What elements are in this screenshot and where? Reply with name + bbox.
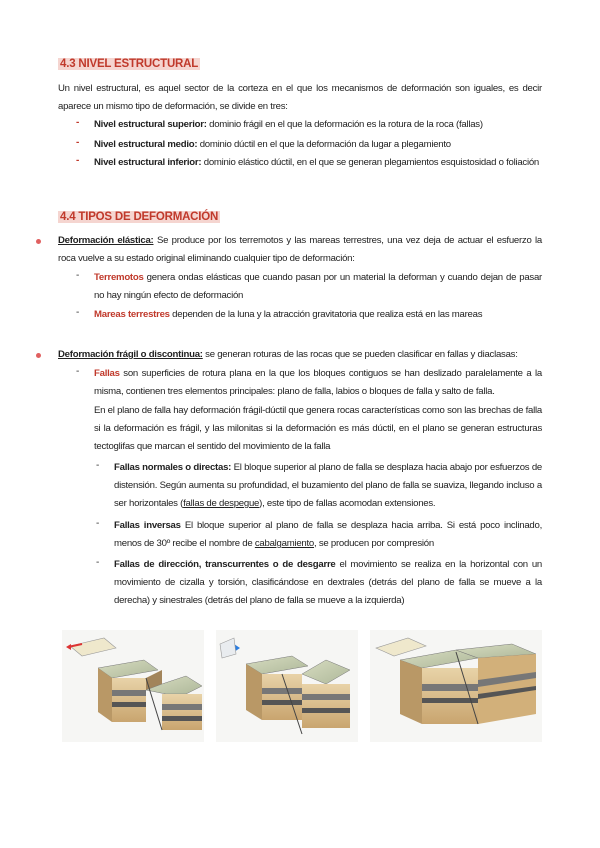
falla-normal-figure: [62, 630, 204, 742]
section-4-3-intro: Un nivel estructural, es aquel sector de la corteza en el que los mecanismos de deformación son iguales, es decir aparece un mismo tipo de deformación, se divide en tres:: [58, 83, 542, 112]
dash-marker: -: [96, 518, 100, 529]
dash-marker: -: [96, 460, 100, 471]
falla-direccion-figure: [370, 630, 542, 742]
fallas-text: Fallas son superficies de rotura plana en la que los bloques contiguos se han deslizado paralelamente a la misma, contienen tres elementos principales: plano de falla, labios o bloques de falla y salto de falla.: [94, 368, 542, 397]
terremotos-item: Terremotos genera ondas elásticas que cuando pasan por un material la deforman y cuando dejan de pasar no hay ningún efecto de deformación: [94, 272, 542, 301]
bullet-icon: [36, 239, 41, 244]
dash-marker: -: [76, 155, 80, 166]
mareas-item: Mareas terrestres dependen de la luna y la atracción gravitatoria que realiza está en las mareas: [94, 309, 483, 320]
fault-diagrams-svg: [62, 630, 542, 742]
fallas-normales-item: Fallas normales o directas: El bloque superior al plano de falla se desplaza hacia abajo por esfuerzos de distensión. Según aumenta su profundidad, el buzamiento del plano de falla se suaviza, llegando incluso a ser horizontales (fallas de despegue), este tipo de fallas acomodan extensiones.: [114, 462, 542, 509]
dash-marker: -: [76, 270, 80, 281]
list-item-nivel-inferior: Nivel estructural inferior: dominio elástico dúctil, en el que se generan plegamientos esquistosidad o foliación: [94, 157, 540, 168]
section-heading-4-4: 4.4 TIPOS DE DEFORMACIÓN: [60, 211, 219, 223]
fallas-direccion-item: Fallas de dirección, transcurrentes o de desgarre el movimiento se realiza en la horizontal con un movimiento de cizalla y torsión, clasificándose en dextrales (detrás del plano de falla se mueve a la derecha) y sinestrales (detrás del plano de falla se mueve a la izquierda): [114, 559, 542, 606]
bullet-icon: [36, 353, 41, 358]
fallas-inversas-item: Fallas inversas El bloque superior al plano de falla se desplaza hacia arriba. Si está poco inclinado, menos de 30º recibe el nombre de cabalgamiento, se producen por compresión: [114, 520, 542, 549]
dash-marker: -: [96, 557, 100, 568]
dash-marker: -: [76, 307, 80, 318]
deformacion-elastica-text: Deformación elástica: Se produce por los terremotos y las mareas terrestres, una vez deja de actuar el esfuerzo la roca vuelve a su estado original eliminando cualquier tipo de deformación:: [58, 235, 542, 264]
deformacion-fragil-text: Deformación frágil o discontinua: se generan roturas de las rocas que se pueden clasificar en fallas y diaclasas:: [58, 349, 518, 360]
section-heading-4-3: 4.3 NIVEL ESTRUCTURAL: [60, 58, 199, 70]
dash-marker: -: [76, 366, 80, 377]
falla-inversa-figure: [216, 630, 358, 742]
fault-illustrations: [62, 630, 542, 742]
list-item-nivel-medio: Nivel estructural medio: dominio dúctil en el que la deformación da lugar a plegamiento: [94, 139, 451, 150]
plano-falla-text: En el plano de falla hay deformación frágil-dúctil que genera rocas características como son las brechas de falla si la deformación es frágil, y las milonitas si la deformación es más dúctil, en el plano se generan estructuras tectoglifas que marcan el sentido del movimiento de la falla: [94, 405, 542, 452]
list-item-nivel-superior: Nivel estructural superior: dominio frágil en el que la deformación es la rotura de la roca (fallas): [94, 119, 483, 130]
dash-marker: -: [76, 117, 80, 128]
dash-marker: -: [76, 137, 80, 148]
